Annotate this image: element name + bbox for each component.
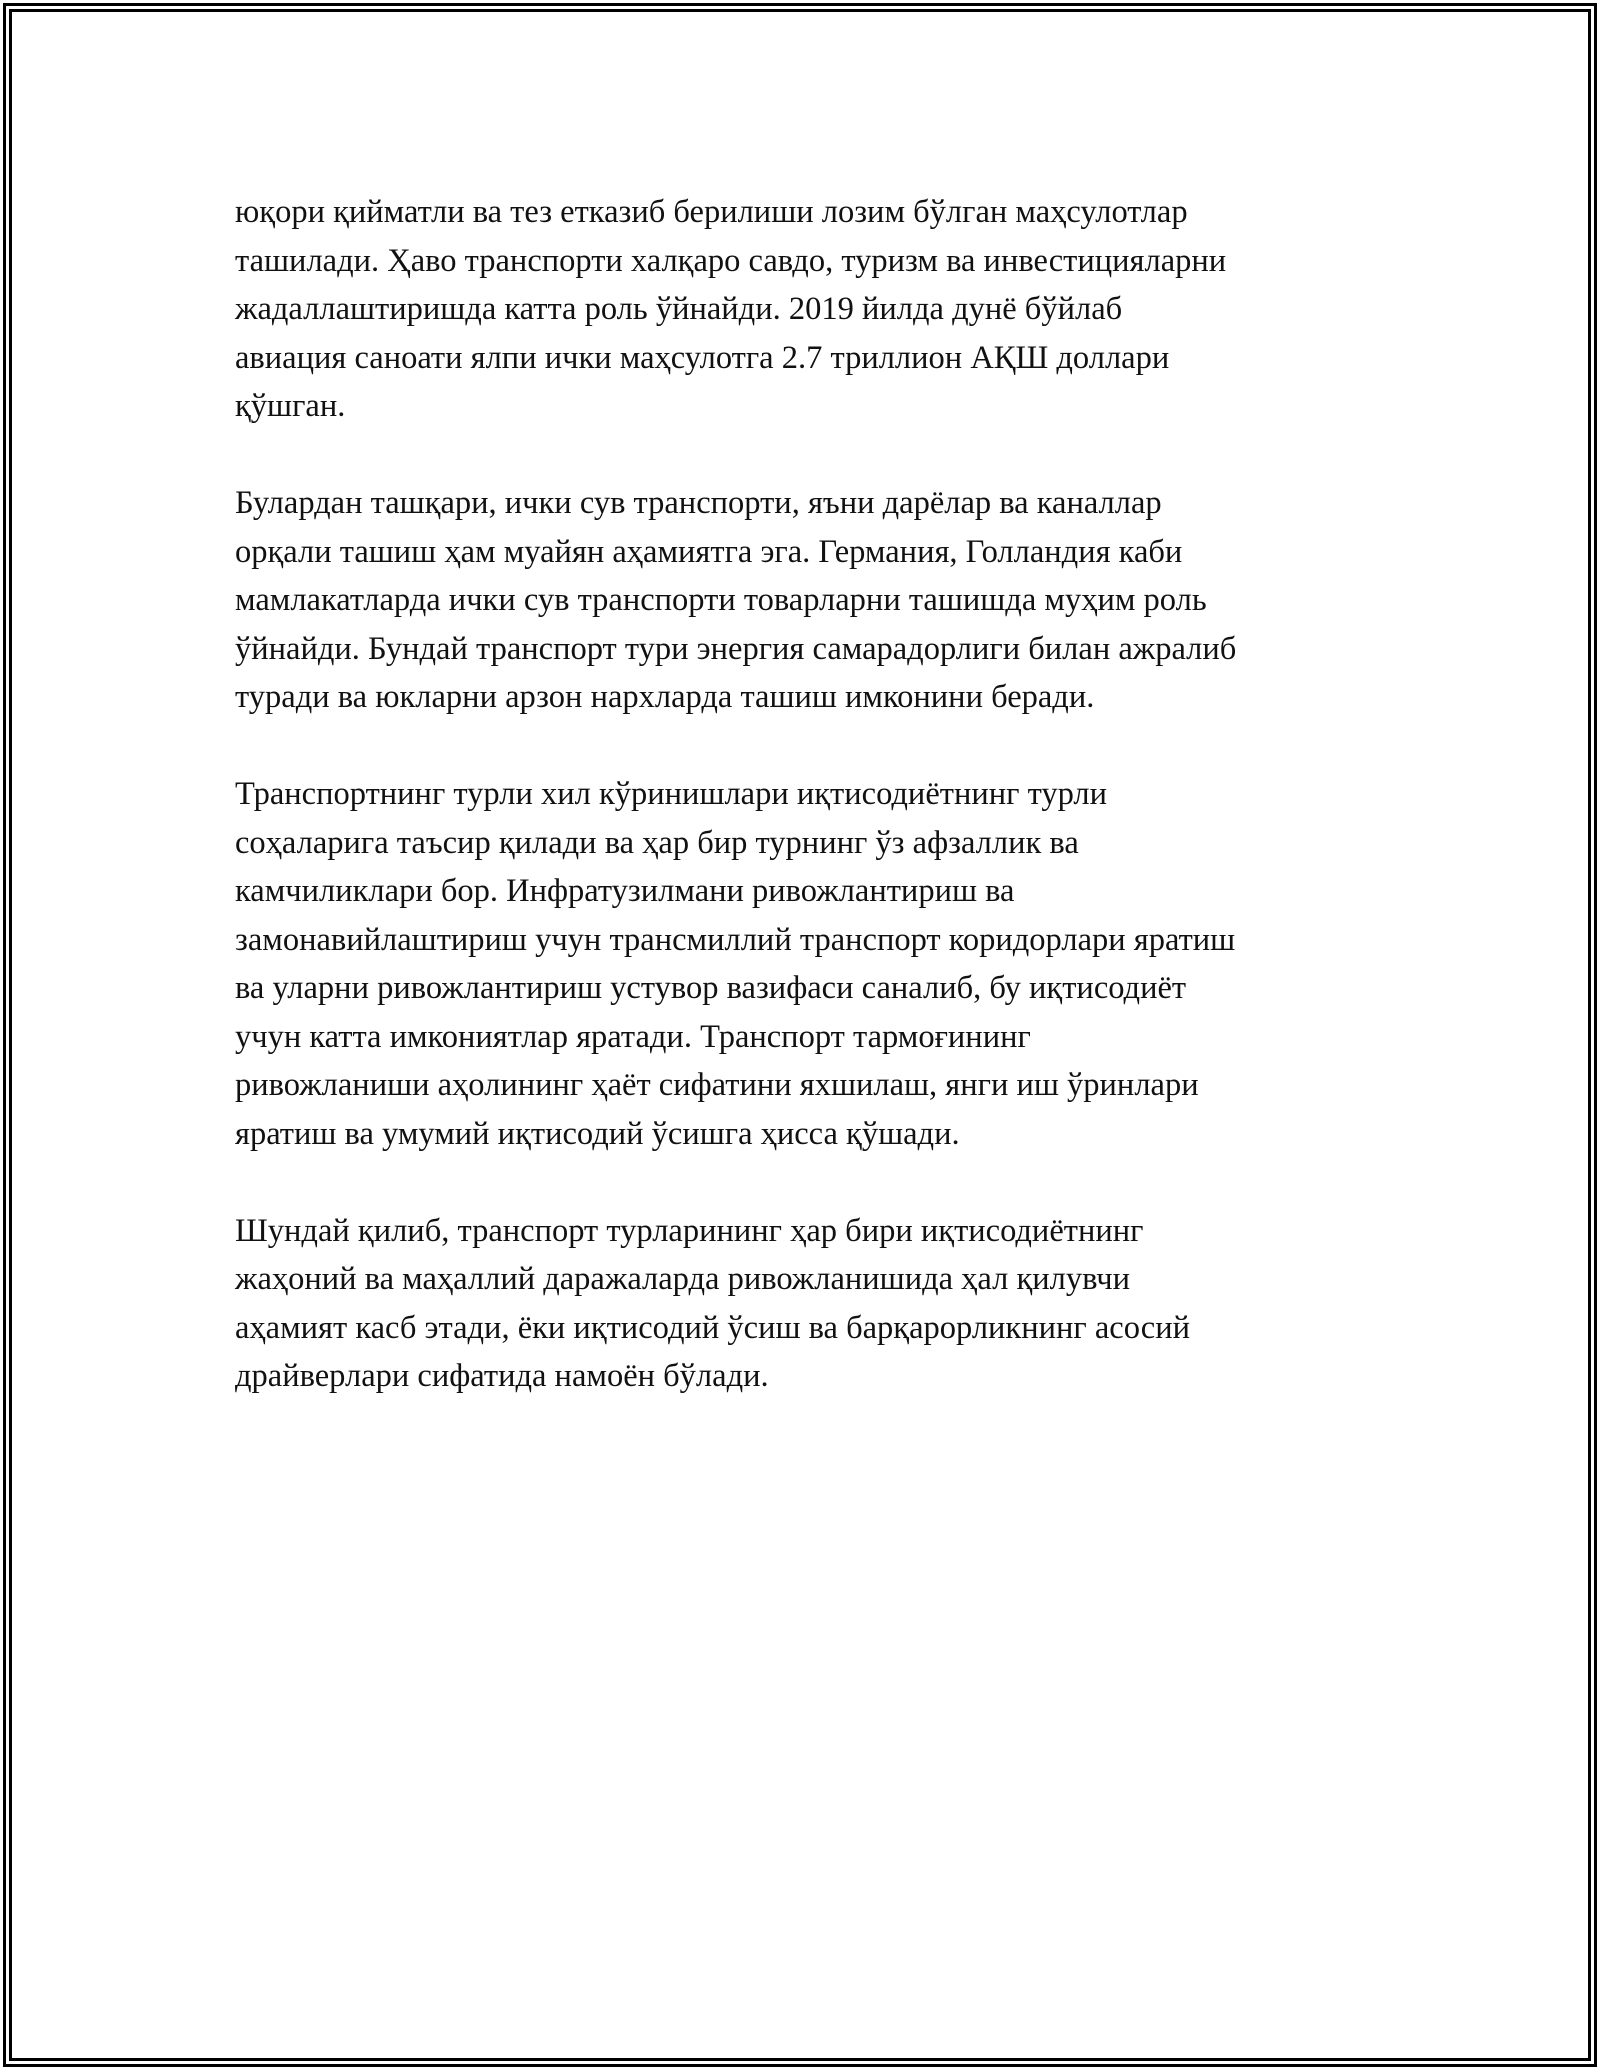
text-line: туради ва юкларни арзон нархларда ташиш имконини беради.: [235, 679, 1095, 715]
text-line: драйверлари сифатида намоён бўлади.: [235, 1358, 769, 1394]
paragraph-4: [235, 1207, 1375, 1401]
text-line: соҳаларига таъсир қилади ва ҳар бир турнинг ўз афзаллик ва: [235, 824, 1079, 861]
text-line: Булардан ташқари, ички сув транспорти, яъни дарёлар ва каналлар: [235, 485, 1162, 521]
text-line: қўшган.: [235, 388, 346, 424]
document-body: [235, 188, 1375, 1449]
text-line: аҳамият касб этади, ёки иқтисодий ўсиш ва барқарорликнинг асосий: [235, 1309, 1190, 1346]
text-line: орқали ташиш ҳам муайян аҳамиятга эга. Германия, Голландия каби: [235, 533, 1183, 570]
text-line: ўйнайди. Бундай транспорт тури энергия самарадорлиги билан ажралиб: [235, 630, 1237, 667]
text-line: жадаллаштиришда катта роль ўйнайди. 2019 йилда дунё бўйлаб: [235, 291, 1123, 327]
text-line: юқори қийматли ва тез етказиб берилиши лозим бўлган маҳсулотлар: [235, 194, 1188, 230]
text-line: авиация саноати ялпи ички маҳсулотга 2.7 триллион АҚШ доллари: [235, 339, 1170, 376]
text-line: мамлакатларда ички сув транспорти товарларни ташишда муҳим роль: [235, 582, 1207, 618]
paragraph-1: [235, 188, 1375, 431]
paragraph-3: [235, 770, 1375, 1158]
text-line: камчиликлари бор. Инфратузилмани ривожлантириш ва: [235, 873, 1015, 909]
text-line: ривожланиши аҳолининг ҳаёт сифатини яхшилаш, янги иш ўринлари: [235, 1067, 1199, 1103]
text-line: ташилади. Ҳаво транспорти халқаро савдо, туризм ва инвестицияларни: [235, 242, 1227, 279]
text-line: Транспортнинг турли хил кўринишлари иқтисодиётнинг турли: [235, 776, 1108, 812]
text-line: яратиш ва умумий иқтисодий ўсишга ҳисса қўшади.: [235, 1115, 960, 1152]
text-line: учун катта имкониятлар яратади. Транспорт тармоғининг: [235, 1018, 1031, 1055]
text-line: жаҳоний ва маҳаллий даражаларда ривожланишида ҳал қилувчи: [235, 1261, 1130, 1297]
text-line: замонавийлаштириш учун трансмиллий транспорт коридорлари яратиш: [235, 921, 1236, 958]
paragraph-2: [235, 479, 1375, 722]
text-line: ва уларни ривожлантириш устувор вазифаси саналиб, бу иқтисодиёт: [235, 970, 1187, 1006]
text-line: Шундай қилиб, транспорт турларининг ҳар бири иқтисодиётнинг: [235, 1212, 1144, 1249]
